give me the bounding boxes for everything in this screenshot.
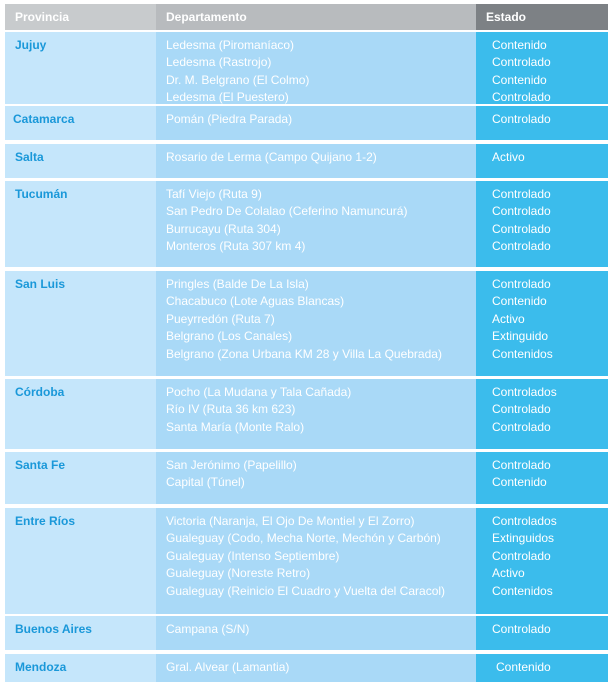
departamento-item: Belgrano (Los Canales) xyxy=(166,329,293,344)
cell-departamento xyxy=(156,616,476,650)
cell-provincia: Buenos Aires xyxy=(5,616,156,650)
departamento-item: Burrucayu (Ruta 304) xyxy=(166,221,281,236)
departamento-item: Victoria (Naranja, El Ojo De Montiel y El Zorro) xyxy=(166,514,415,528)
cell-provincia: Catamarca xyxy=(5,106,156,140)
cell-provincia: San Luis xyxy=(5,271,156,376)
estado-item: Contenido xyxy=(492,294,547,309)
estado-item: Activo xyxy=(492,150,525,164)
header-estado: Estado xyxy=(476,4,608,30)
estado-item: Controlados xyxy=(492,385,557,399)
departamento-item: Ledesma (Piromaníaco) xyxy=(166,38,295,52)
cell-provincia: Jujuy xyxy=(5,32,156,104)
cell-provincia: Salta xyxy=(5,144,156,178)
estado-item: Contenido xyxy=(492,475,547,490)
cell-estado xyxy=(476,508,608,614)
cell-departamento xyxy=(156,379,476,449)
estado-item: Controlado xyxy=(492,204,551,219)
departamento-item: Gral. Alvear (Lamantia) xyxy=(166,660,290,674)
estado-item: Controlado xyxy=(492,90,551,105)
departamento-item: Gualeguay (Reinicio El Cuadro y Vuelta del Caracol) xyxy=(166,583,446,598)
table-row xyxy=(5,144,608,178)
cell-estado xyxy=(476,32,608,104)
departamento-item: Pocho (La Mudana y Tala Cañada) xyxy=(166,385,352,399)
departamento-item: Monteros (Ruta 307 km 4) xyxy=(166,239,306,254)
departamento-item: Tafí Viejo (Ruta 9) xyxy=(166,187,262,201)
departamento-item: Pomán (Piedra Parada) xyxy=(166,112,293,126)
estado-item: Contenidos xyxy=(492,583,553,598)
table-row xyxy=(5,379,608,449)
departamento-item: Ledesma (El Puestero) xyxy=(166,90,289,105)
estado-item: Controlado xyxy=(492,239,551,254)
estado-item: Controlado xyxy=(492,548,551,563)
table-row xyxy=(5,616,608,650)
estado-item: Controlado xyxy=(492,221,551,236)
estado-item: Activo xyxy=(492,566,525,581)
cell-departamento xyxy=(156,654,476,682)
departamento-item: Campana (S/N) xyxy=(166,622,250,636)
cell-departamento xyxy=(156,32,476,104)
departamento-item: Pueyrredón (Ruta 7) xyxy=(166,311,275,326)
header-departamento: Departamento xyxy=(156,4,476,30)
cell-estado xyxy=(476,379,608,449)
cell-estado xyxy=(476,654,608,682)
table-row xyxy=(5,452,608,504)
cell-provincia: Tucumán xyxy=(5,181,156,267)
table-row xyxy=(5,106,608,140)
estado-item: Controlado xyxy=(492,187,551,201)
estado-item: Extinguidos xyxy=(492,531,555,546)
estado-item: Contenido xyxy=(496,660,551,674)
estado-item: Controlado xyxy=(492,402,551,417)
estado-item: Controlado xyxy=(492,458,551,472)
estado-item: Controlados xyxy=(492,514,557,528)
departamento-item: Río IV (Ruta 36 km 623) xyxy=(166,402,296,417)
departamento-item: Dr. M. Belgrano (El Colmo) xyxy=(166,72,310,87)
estado-item: Controlado xyxy=(492,622,551,636)
departamento-item: Santa María (Monte Ralo) xyxy=(166,419,305,434)
departamento-item: Ledesma (Rastrojo) xyxy=(166,55,272,70)
table-header xyxy=(5,4,608,30)
cell-estado xyxy=(476,144,608,178)
cell-provincia: Córdoba xyxy=(5,379,156,449)
departamento-item: Chacabuco (Lote Aguas Blancas) xyxy=(166,294,345,309)
cell-departamento xyxy=(156,144,476,178)
departamento-item: Rosario de Lerma (Campo Quijano 1-2) xyxy=(166,150,377,164)
departamento-item: Gualeguay (Intenso Septiembre) xyxy=(166,548,340,563)
cell-estado xyxy=(476,616,608,650)
estado-item: Contenido xyxy=(492,38,547,52)
departamento-item: Gualeguay (Noreste Retro) xyxy=(166,566,311,581)
table-row xyxy=(5,508,608,614)
cell-departamento xyxy=(156,452,476,504)
estado-item: Controlado xyxy=(492,419,551,434)
estado-item: Contenido xyxy=(492,72,547,87)
departamento-item: Pringles (Balde De La Isla) xyxy=(166,277,309,291)
departamento-item: San Pedro De Colalao (Ceferino Namuncurá) xyxy=(166,204,408,219)
estado-item: Extinguido xyxy=(492,329,549,344)
table-row xyxy=(5,654,608,682)
cell-departamento xyxy=(156,508,476,614)
cell-departamento xyxy=(156,271,476,376)
cell-provincia: Entre Ríos xyxy=(5,508,156,614)
estado-item: Activo xyxy=(492,311,525,326)
cell-provincia: Santa Fe xyxy=(5,452,156,504)
cell-estado xyxy=(476,271,608,376)
estado-item: Controlado xyxy=(492,112,551,126)
cell-estado xyxy=(476,181,608,267)
departamento-item: Gualeguay (Codo, Mecha Norte, Mechón y Carbón) xyxy=(166,531,441,546)
departamento-item: Belgrano (Zona Urbana KM 28 y Villa La Quebrada) xyxy=(166,346,442,361)
table-row xyxy=(5,181,608,267)
cell-departamento xyxy=(156,181,476,267)
departamento-item: Capital (Túnel) xyxy=(166,475,245,490)
cell-departamento xyxy=(156,106,476,140)
estado-item: Controlado xyxy=(492,55,551,70)
cell-provincia: Mendoza xyxy=(5,654,156,682)
estado-item: Contenidos xyxy=(492,346,553,361)
cell-estado xyxy=(476,452,608,504)
estado-item: Controlado xyxy=(492,277,551,291)
cell-estado xyxy=(476,106,608,140)
table-row xyxy=(5,32,608,104)
table-row xyxy=(5,271,608,376)
departamento-item: San Jerónimo (Papelillo) xyxy=(166,458,297,472)
header-provincia: Provincia xyxy=(5,4,156,30)
